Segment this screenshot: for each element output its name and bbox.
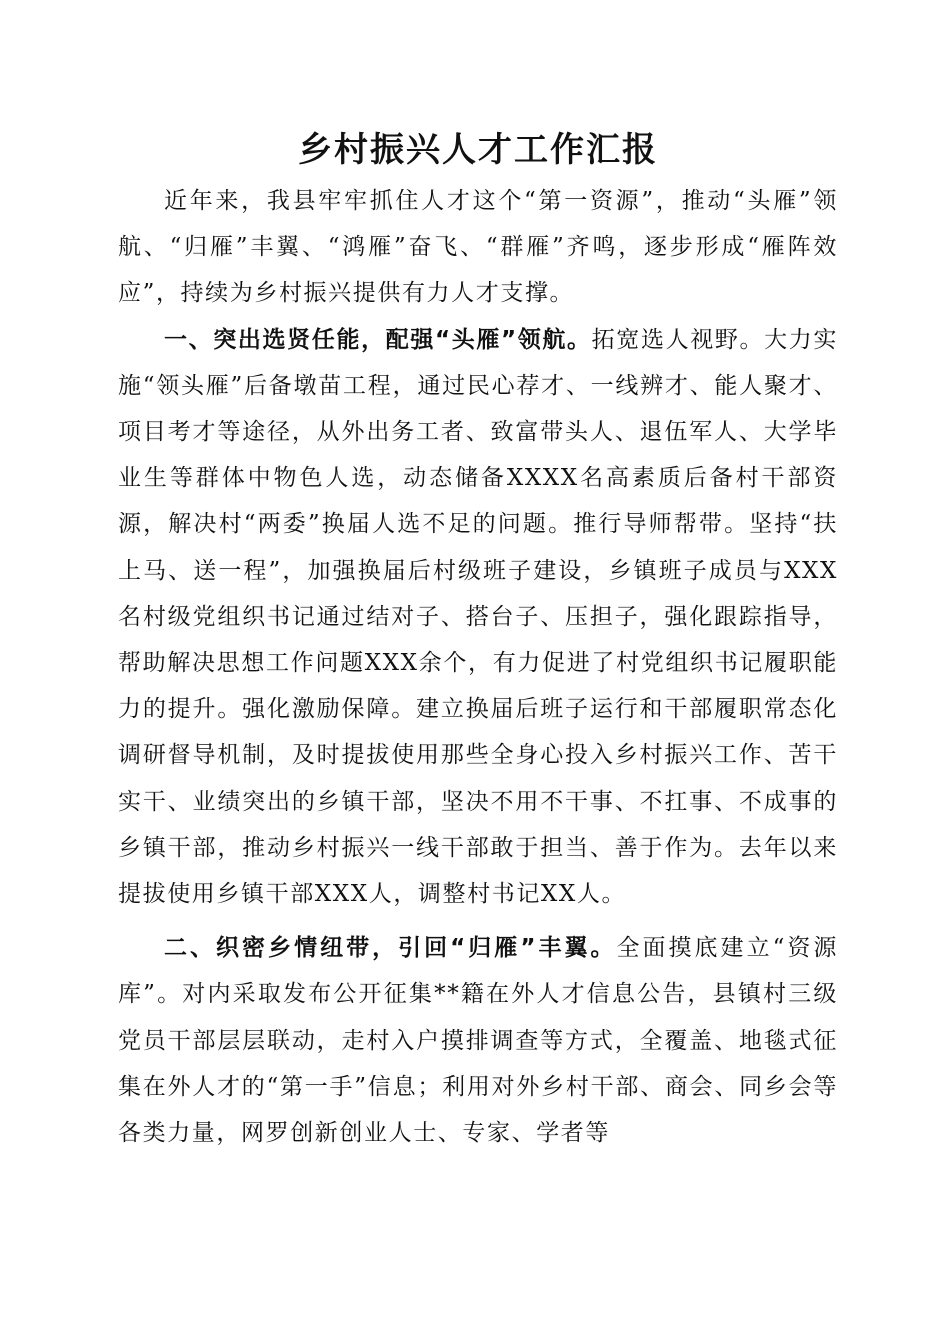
section-1-paragraph: [118, 317, 838, 918]
section-2-paragraph: [118, 925, 838, 1156]
paragraph-spacer: [118, 917, 838, 925]
section-2-body: 全面摸底建立“资源库”。对内采取发布公开征集**籍在外人才信息公告，县镇村三级党员干部层层联动，走村入户摸排调查等方式，全覆盖、地毯式征集在外人才的“第一手”信息；利用对外乡村干部、商会、同乡会等各类力量，网罗创新创业人士、专家、学者等: [118, 935, 838, 1147]
intro-paragraph: 近年来，我县牢牢抓住人才这个“第一资源”，推动“头雁”领航、“归雁”丰翼、“鸿雁”奋飞、“群雁”齐鸣，逐步形成“雁阵效应”，持续为乡村振兴提供有力人才支撑。: [118, 188, 838, 307]
section-1-body: 拓宽选人视野。大力实施“领头雁”后备墩苗工程，通过民心荐才、一线辨才、能人聚才、项目考才等途径，从外出务工者、致富带头人、退伍军人、大学毕业生等群体中物色人选，动态储备XXXX名高素质后备村干部资源，解决村“两委”换届人选不足的问题。推行导师帮带。坚持“扶上马、送一程”，加强换届后村级班子建设，乡镇班子成员与XXX名村级党组织书记通过结对子、搭台子、压担子，强化跟踪指导，帮助解决思想工作问题XXX余个，有力促进了村党组织书记履职能力的提升。强化激励保障。建立换届后班子运行和干部履职常态化调研督导机制，及时提拔使用那些全身心投入乡村振兴工作、苦干实干、业绩突出的乡镇干部，坚决不用不干事、不扛事、不成事的乡镇干部，推动乡村振兴一线干部敢于担当、善于作为。去年以来提拔使用乡镇干部XXX人，调整村书记XX人。: [118, 326, 838, 908]
section-1-heading: 一、突出选贤任能，配强“头雁”领航。: [164, 326, 592, 353]
document-title: 乡村振兴人才工作汇报: [298, 130, 658, 170]
section-2-heading: 二、织密乡情纽带，引回“归雁”丰翼。: [164, 935, 617, 962]
